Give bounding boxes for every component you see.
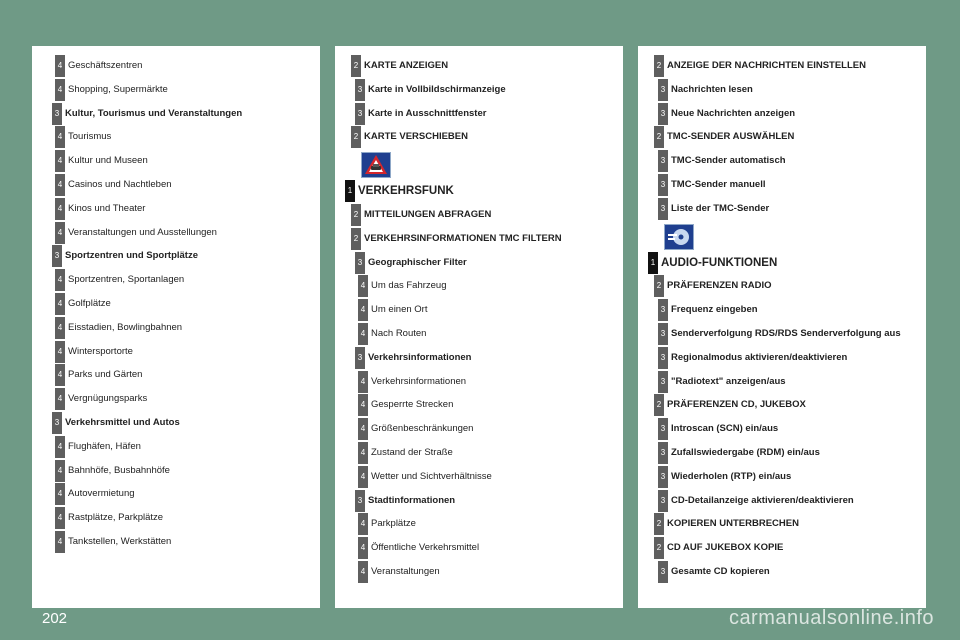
level-badge: 4	[358, 513, 368, 535]
menu-item-label: Karte in Ausschnittfenster	[368, 107, 487, 119]
level-badge: 4	[358, 537, 368, 559]
level-badge: 4	[358, 323, 368, 345]
level-badge: 3	[658, 466, 668, 488]
menu-item-label: Frequenz eingeben	[671, 304, 758, 316]
traffic-warning-icon	[361, 152, 391, 178]
menu-item-label: Rastplätze, Parkplätze	[68, 512, 164, 524]
menu-item-label: Sportzentren und Sportplätze	[65, 250, 198, 262]
menu-item-label: VERKEHRSINFORMATIONEN TMC FILTERN	[364, 232, 562, 244]
level-badge: 3	[355, 490, 365, 512]
level-badge: 3	[658, 150, 668, 172]
level-badge: 3	[355, 252, 365, 274]
menu-column-2	[335, 46, 623, 608]
level-badge: 3	[658, 174, 668, 196]
menu-column-3	[638, 46, 926, 608]
menu-item-label: KARTE VERSCHIEBEN	[364, 131, 468, 143]
menu-item-label: Veranstaltungen	[371, 566, 440, 577]
menu-item-label: Parks und Gärten	[68, 369, 143, 381]
level-badge: 2	[351, 126, 361, 148]
level-badge: 2	[654, 537, 664, 559]
level-badge: 2	[654, 513, 664, 535]
level-badge: 3	[658, 490, 668, 512]
menu-item-label: Senderverfolgung RDS/RDS Senderverfolgung aus	[671, 328, 901, 339]
menu-item-label: Tankstellen, Werkstätten	[68, 536, 172, 547]
menu-item-label: PRÄFERENZEN RADIO	[667, 280, 772, 292]
level-badge: 4	[55, 460, 65, 482]
menu-item-label: MITTEILUNGEN ABFRAGEN	[364, 209, 492, 220]
menu-item-label: Flughäfen, Häfen	[68, 440, 141, 452]
level-badge: 1	[345, 180, 355, 202]
menu-item-label: Verkehrsmittel und Autos	[65, 417, 180, 428]
level-badge: 4	[55, 364, 65, 386]
level-badge: 3	[658, 371, 668, 393]
level-badge: 4	[55, 150, 65, 172]
menu-item-label: TMC-SENDER AUSWÄHLEN	[667, 131, 795, 143]
level-badge: 4	[358, 275, 368, 297]
menu-item-label: Wetter und Sichtverhältnisse	[371, 470, 492, 482]
level-badge: 4	[358, 466, 368, 488]
level-badge: 2	[351, 55, 361, 77]
watermark: carmanualsonline.info	[728, 607, 934, 629]
menu-item-label: Veranstaltungen und Ausstellungen	[68, 226, 217, 238]
menu-item-label: KOPIEREN UNTERBRECHEN	[667, 518, 799, 530]
level-badge: 4	[358, 418, 368, 440]
level-badge: 4	[55, 126, 65, 148]
level-badge: 2	[654, 55, 664, 77]
level-badge: 4	[55, 174, 65, 196]
menu-item-label: Casinos und Nachtleben	[68, 179, 172, 190]
menu-item-label: Geographischer Filter	[368, 256, 467, 268]
menu-item-label: Nachrichten lesen	[671, 83, 753, 95]
level-badge: 4	[55, 222, 65, 244]
menu-item-label: CD AUF JUKEBOX KOPIE	[667, 542, 784, 554]
menu-item-label: Öffentliche Verkehrsmittel	[371, 542, 480, 554]
level-badge: 4	[358, 299, 368, 321]
menu-item-label: Um das Fahrzeug	[371, 280, 447, 292]
level-badge: 3	[658, 79, 668, 101]
menu-item-label: Neue Nachrichten anzeigen	[671, 107, 796, 119]
level-badge: 4	[55, 341, 65, 363]
level-badge: 3	[658, 418, 668, 440]
level-badge: 4	[358, 371, 368, 393]
menu-item-label: Eisstadien, Bowlingbahnen	[68, 321, 183, 333]
menu-item-label: Kinos und Theater	[68, 202, 146, 214]
menu-item-label: Karte in Vollbildschirmanzeige	[368, 83, 506, 95]
level-badge: 3	[52, 412, 62, 434]
level-badge: 4	[55, 317, 65, 339]
menu-item-label: Kultur und Museen	[68, 155, 148, 167]
menu-item-label: Bahnhöfe, Busbahnhöfe	[68, 464, 170, 476]
menu-item-label: Introscan (SCN) ein/aus	[671, 423, 779, 435]
level-badge: 4	[55, 55, 65, 77]
level-badge: 2	[351, 204, 361, 226]
menu-item-label: Verkehrsinformationen	[371, 375, 467, 387]
page-number: 202	[42, 610, 68, 627]
level-badge: 3	[658, 323, 668, 345]
menu-item-label: VERKEHRSFUNK	[358, 185, 454, 198]
audio-cd-icon	[664, 224, 694, 250]
level-badge: 4	[55, 507, 65, 529]
menu-item-label: Golfplätze	[68, 298, 111, 309]
menu-item-label: Vergnügungsparks	[68, 393, 148, 405]
menu-item-label: Zustand der Straße	[371, 447, 453, 458]
menu-item-label: Gesamte CD kopieren	[671, 566, 770, 577]
level-badge: 4	[55, 483, 65, 505]
level-badge: 2	[351, 228, 361, 250]
level-badge: 3	[355, 79, 365, 101]
menu-item-label: Um einen Ort	[371, 304, 428, 316]
menu-item-label: Größenbeschränkungen	[371, 423, 474, 435]
menu-item-label: Zufallswiedergabe (RDM) ein/aus	[671, 447, 820, 458]
level-badge: 3	[355, 347, 365, 369]
menu-item-label: KARTE ANZEIGEN	[364, 60, 449, 71]
level-badge: 4	[55, 388, 65, 410]
level-badge: 3	[658, 347, 668, 369]
menu-item-label: Gesperrte Strecken	[371, 399, 454, 411]
level-badge: 2	[654, 394, 664, 416]
menu-item-label: Verkehrsinformationen	[368, 351, 472, 363]
level-badge: 3	[658, 299, 668, 321]
level-badge: 3	[658, 442, 668, 464]
level-badge: 3	[658, 198, 668, 220]
menu-item-label: PRÄFERENZEN CD, JUKEBOX	[667, 399, 806, 411]
menu-item-label: Regionalmodus aktivieren/deaktivieren	[671, 351, 848, 363]
level-badge: 3	[658, 103, 668, 125]
level-badge: 3	[52, 245, 62, 267]
menu-item-label: Geschäftszentren	[68, 60, 143, 71]
menu-item-label: "Radiotext" anzeigen/aus	[671, 375, 786, 387]
level-badge: 2	[654, 126, 664, 148]
menu-item-label: Parkplätze	[371, 518, 416, 530]
menu-item-label: Sportzentren, Sportanlagen	[68, 274, 185, 286]
menu-item-label: TMC-Sender manuell	[671, 179, 766, 190]
level-badge: 4	[55, 79, 65, 101]
menu-item-label: Wiederholen (RTP) ein/aus	[671, 470, 792, 482]
level-badge: 4	[358, 442, 368, 464]
menu-column-1	[32, 46, 320, 608]
level-badge: 4	[55, 198, 65, 220]
level-badge: 2	[654, 275, 664, 297]
menu-item-label: Kultur, Tourismus und Veranstaltungen	[65, 107, 243, 119]
menu-item-label: Autovermietung	[68, 488, 135, 500]
menu-item-label: Liste der TMC-Sender	[671, 202, 770, 214]
level-badge: 4	[55, 269, 65, 291]
menu-item-label: Tourismus	[68, 131, 112, 143]
level-badge: 4	[358, 561, 368, 583]
menu-item-label: Nach Routen	[371, 328, 427, 339]
menu-item-label: ANZEIGE DER NACHRICHTEN EINSTELLEN	[667, 60, 866, 71]
menu-item-label: Wintersportorte	[68, 345, 133, 357]
menu-item-label: Shopping, Supermärkte	[68, 83, 168, 95]
level-badge: 4	[55, 293, 65, 315]
level-badge: 4	[55, 436, 65, 458]
menu-item-label: CD-Detailanzeige aktivieren/deaktivieren	[671, 494, 854, 506]
level-badge: 4	[358, 394, 368, 416]
level-badge: 3	[355, 103, 365, 125]
menu-item-label: AUDIO-FUNKTIONEN	[661, 256, 778, 269]
level-badge: 3	[658, 561, 668, 583]
level-badge: 4	[55, 531, 65, 553]
menu-item-label: Stadtinformationen	[368, 494, 456, 506]
level-badge: 3	[52, 103, 62, 125]
menu-item-label: TMC-Sender automatisch	[671, 155, 786, 167]
level-badge: 1	[648, 252, 658, 274]
